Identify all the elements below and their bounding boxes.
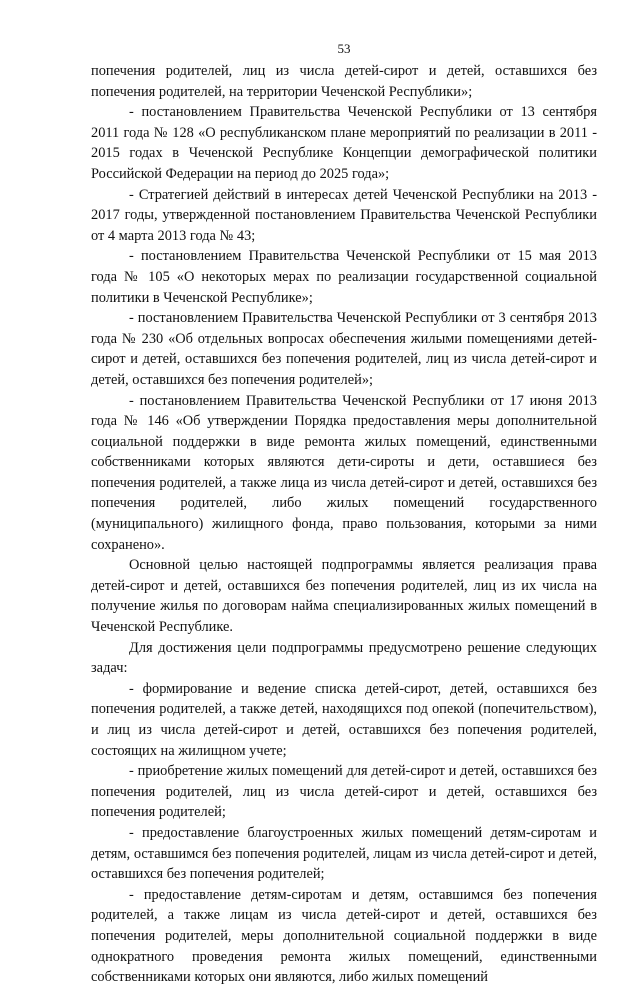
list-item-decree-230: - постановлением Правительства Чеченской Республики от 3 сентября 2013 года № 230 «Об отдельных вопросах обеспечения жилыми помещениями детей-сирот и детей, оставшихся без попечения родителей, лиц из числа детей-сирот и детей, оставшихся без попечения родителей»; [91, 310, 597, 388]
list-item-decree-146: - постановлением Правительства Чеченской Республики от 17 июня 2013 года № 146 «Об утверждении Порядка предоставления меры дополнительной социальной поддержки в виде ремонта жилых помещений, единственными собственниками которых являются дети-сироты и дети, оставшиеся без попечения родителей, а также лица из числа детей-сирот и детей, оставшихся без попечения родителей, либо жилых помещений государственного (муниципального) жилищного фонда, право пользования, которыми за ними сохранено». [91, 392, 597, 553]
list-item-decree-128: - постановлением Правительства Чеченской Республики от 13 сентября 2011 года № 128 «О республиканском плане мероприятий по реализации в 2011 - 2015 годах в Чеченской Республике Концепции демографической политики Российской Федерации на период до 2025 года»; [91, 104, 597, 182]
list-item-strategy: - Стратегией действий в интересах детей Чеченской Республики на 2013 - 2017 годы, утвержденной постановлением Правительства Чеченской Республики от 4 марта 2013 года № 43; [91, 186, 597, 244]
paragraph-main-goal: Основной целью настоящей подпрограммы является реализация права детей-сирот и детей, оставшихся без попечения родителей, лиц из их числа на получение жилья по договорам найма специализированных жилых помещений в Чеченской Республике. [91, 557, 597, 636]
list-item-decree-105: - постановлением Правительства Чеченской Республики от 15 мая 2013 года № 105 «О некоторых мерах по реализации государственной социальной политики в Чеченской Республике»; [91, 248, 597, 306]
paragraph-continuation: попечения родителей, лиц из числа детей-сирот и детей, оставшихся без попечения родителей, на территории Чеченской Республики»; [91, 63, 597, 100]
task-item-acquisition: - приобретение жилых помещений для детей-сирот и детей, оставшихся без попечения родителей, лиц из числа детей-сирот и детей, оставшихся без попечения родителей; [91, 763, 597, 821]
task-item-provision: - предоставление благоустроенных жилых помещений детям-сиротам и детям, оставшимся без попечения родителей, лицам из числа детей-сирот и детей, оставшихся без попечения родителей; [91, 824, 597, 883]
paragraph-tasks-intro: Для достижения цели подпрограммы предусмотрено решение следующих задач: [91, 639, 597, 677]
task-item-repair-support: - предоставление детям-сиротам и детям, оставшимся без попечения родителей, а также лицам из числа детей-сирот и детей, оставшихся без попечения родителей, меры дополнительной социальной поддержки в виде однократного проведения ремонта жилых помещений, единственными собственниками которых они являются, либо жилых помещений [91, 886, 597, 986]
task-item-list-formation: - формирование и ведение списка детей-сирот, детей, оставшихся без попечения родителей, а также детей, находящихся под опекой (попечительством), и лиц из числа детей-сирот и детей, оставшихся без попечения родителей, состоящих на жилищном учете; [91, 680, 597, 759]
document-page [91, 40, 597, 988]
page-number: 53 [337, 41, 351, 56]
